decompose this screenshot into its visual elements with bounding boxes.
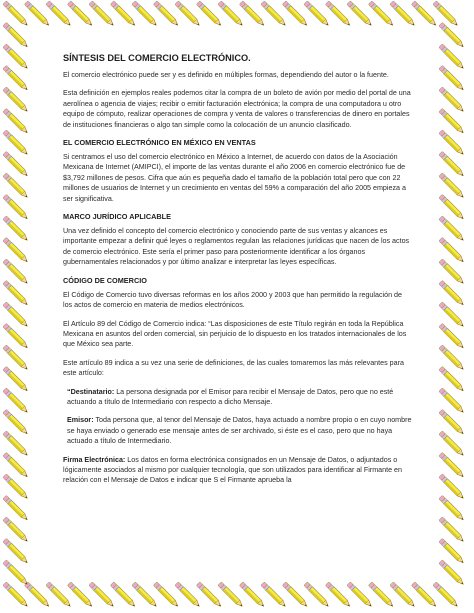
definition-text: Los datos en forma electrónica consignados en un Mensaje de Datos, o adjuntados o lógicamente asociados al mismo por cualquier tecnología, que son utilizados para identificar al Firmante en relación con el Mensaje de Datos e indicar que S el Firmante aprueba la [63,455,402,485]
codigo-paragraph-1: El Código de Comercio tuvo diversas reformas en los años 2000 y 2003 que han permitido la regulación de los actos de comercio en materia de medios electrónicos. [63,290,402,310]
definition-emisor [63,415,413,446]
definition-destinatario [63,387,413,408]
section-heading-marco: MARCO JURÍDICO APLICABLE [63,212,171,222]
document-body [63,52,413,600]
section-paragraph-marco: Una vez definido el concepto del comercio electrónico y conociendo parte de sus ventas y alcances es importante empezar a definir qué leyes o reglamentos regulan las relaciones jurídicas que nacen de los actos de comercio electrónico. Este sería el primer paso para posteriormente identificar a los órganos gubernamentales relacionados y por último analizar e interpretar las leyes específicas. [63,227,410,267]
definition-term: “Destinatario: [67,387,115,396]
section-heading-codigo: CÓDIGO DE COMERCIO [63,275,147,285]
pencil-icon [433,1,459,27]
definition-text: Toda persona que, al tenor del Mensaje de Datos, haya actuado a nombre propio o en cuyo nombre se haya enviado o generado ese mensaje antes de ser archivado, si éste es el caso, pero que no haya actuado a título de Intermediario. [67,416,412,446]
pencil-icon [433,582,459,608]
pencil-icon [439,560,465,586]
intro-paragraph-2: Esta definición en ejemplos reales podemos citar la compra de un boleto de avión por medio del portal de una aerolínea o agencia de viajes; recibir o emitir facturación electrónica; la compra de una computadora u otro equipo de cómputo, realizar operaciones de compra y venta de valores o transferencias de dinero en portales de instituciones financieras o algo tan simple como la colocación de un anuncio clasificado. [63,89,411,129]
document-title: SÍNTESIS DEL COMERCIO ELECTRÓNICO. [63,53,251,63]
codigo-paragraph-3: Este artículo 89 indica a su vez una serie de definiciones, de las cuales tomaremos las más relevantes para este artículo: [63,358,404,378]
definition-term: Emisor: [67,416,94,425]
codigo-paragraph-2: El Artículo 89 del Código de Comercio indica: “Las disposiciones de este Título regirán en toda la República Mexicana en asuntos del orden comercial, sin perjuicio de lo dispuesto en los tratados internacionales de los que México sea parte. [63,319,407,349]
definition-firma-electronica [63,455,413,486]
definition-term: Firma Electrónica: [63,455,126,464]
section-paragraph-mexico: Si centramos el uso del comercio electrónico en México a Internet, de acuerdo con datos de la Asociación Mexicana de Internet (AMIPCI), el importe de las ventas durante el año 2006 en comercio electrónico fue de $3,792 millones de pesos. Cifra que aún es pequeña dado el tamaño de la población total pero que con 22 millones de usuarios de Internet y un crecimiento en ventas del 59% a comparación del año 2005 empieza a ser significativa. [63,153,406,203]
definition-text: La persona designada por el Emisor para recibir el Mensaje de Datos, pero que no esté actuando a título de Intermediario con respecto a dicho Mensaje. [67,387,394,406]
intro-paragraph-1: El comercio electrónico puede ser y es definido en múltiples formas, dependiendo del autor o la fuente. [63,71,389,79]
section-heading-mexico: EL COMERCIO ELECTRÓNICO EN MÉXICO EN VENTAS [63,138,256,148]
